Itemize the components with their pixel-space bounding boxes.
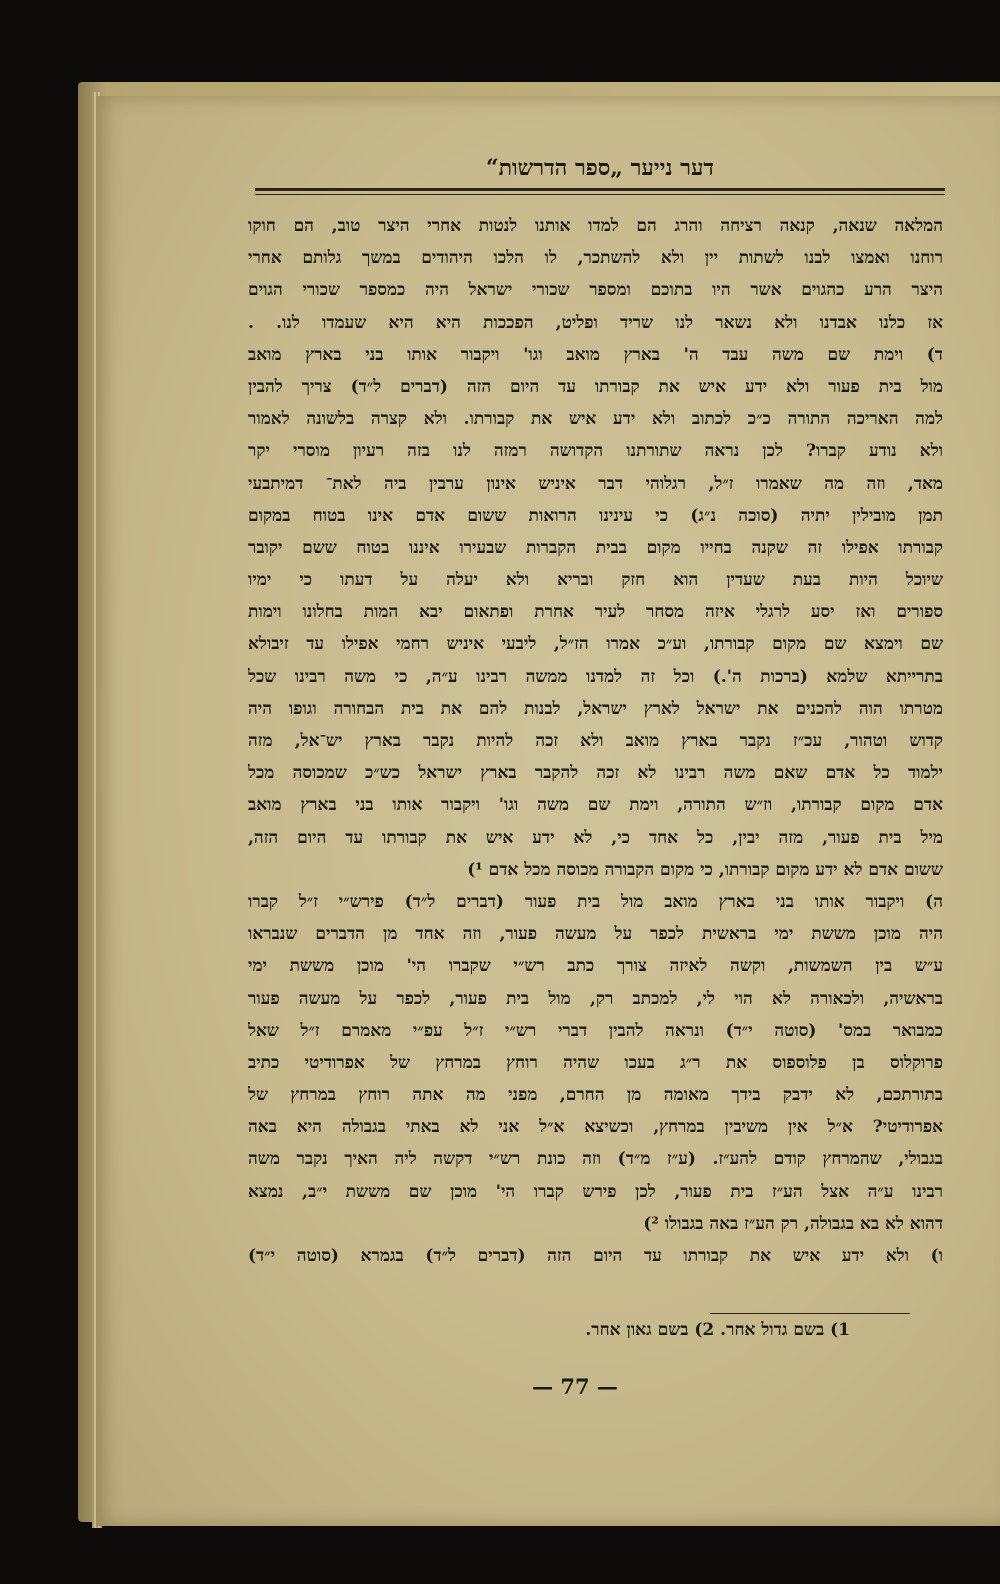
text-line: ד) וימת שם משה עבד ה' בארץ מואב וגו' ויקבור אותו בני בארץ מואב — [248, 344, 943, 365]
text-line: בראשיה, ולכאורה לא הוי לי, למכתב רק, מול בית פעור, לכפר על מעשה פעור — [248, 988, 943, 1009]
text-line: היה מוכן מששת ימי בראשית לכפר על מעשה פעור, וזה אחד מן הדברים שנבראו — [248, 924, 943, 945]
text-line: ילמוד כל אדם שאם משה רבינו לא זכה להקבר בארץ ישראל כש״כ שמכוסה מכל — [248, 763, 943, 784]
text-line: קבורתו אפילו זה שקנה בחייו מקום בבית הקברות שבעירו איננו בטוח ששם יקובר — [248, 537, 943, 558]
text-line: תמן מובילין יתיה (סוכה נ״ג) כי עינינו הרואות ששום אדם אינו בטוח במקום — [248, 505, 943, 526]
text-line: מאד, וזה מה שאמרו ז״ל, רגלוהי דבר איניש אינון ערבין ביה לאת־ דמיתבעי — [248, 473, 943, 494]
text-line: מיל בית פעור, מזה יבין, כל אחד כי, לא ידע איש את קבורתו עד היום הזה, — [248, 827, 943, 848]
text-line: אדם מקום קבורתו, וז״ש התורה, וימת שם משה וגו' ויקבור אותו בני בארץ מואב — [248, 795, 943, 816]
text-line: רבינו ע״ה אצל הע״ז בית פעור, לכן פירש קברו הי' מוכן שם מששת י״ב, נמצא — [248, 1181, 943, 1202]
text-line: מטרתו הוה להכנים את ישראל לארץ ישראל, לבנות להם את בית הבחורה וגופו היה — [248, 698, 943, 719]
text-line: אז כלנו אבדנו ולא נשאר לנו שריד ופליט, הפככות היא היא שעמדו לנו. . — [248, 312, 943, 333]
text-line: היצר הרע כהגוים אשר היו בתוכם ומספר שכורי ישראל היה כמספר שכורי הגוים — [248, 280, 943, 301]
text-line: דהוא לא בא בגבולה, רק הע״ז באה בגבולו ²) — [643, 1213, 943, 1234]
text-line: ספורים ואז יסע לרגלי איזה מסחר לעיר אחרת ופתאום יבא המות בחלונו וימות — [248, 602, 943, 623]
text-line: בתורתכם, לא ידבק בידך מאומה מן החרם, מפני מה אתה רוחץ במרחץ של — [248, 1085, 943, 1106]
header-rule-thin — [255, 194, 945, 195]
text-line: קדוש וטהור, עכ״ז נקבר בארץ מואב ולא זכה להיות נקבר בארץ יש־אל, מזה — [248, 731, 943, 751]
running-header: דער נייער „ספר הדרשות“ — [485, 155, 715, 181]
text-line: ע״ש בין השמשות, וקשה לאיזה צורך כתב רש״י שקברו הי' מוכן מששת ימי — [248, 956, 943, 977]
text-line: אפרודיטי? א״ל אין משיבין במרחץ, וכשיצא א״ל אני לא באתי בגבולה היא באה — [248, 1117, 943, 1138]
footnotes: 1) בשם גדול אחר. 2) בשם גאון אחר. — [585, 1320, 850, 1340]
page-number: — 77 — — [532, 1374, 618, 1399]
text-line: פרוקלוס בן פלוספוס את ר״ג בעכו שהיה רוחץ במרחץ של אפרודיטי כתיב — [248, 1052, 943, 1073]
footnote-rule — [710, 1313, 910, 1314]
text-line: בתרייתא שלמא (ברכות ה'.) וכל זה למדנו ממשה רבינו ע״ה, כי משה רבינו שכל — [248, 666, 943, 687]
text-line: רוחנו ואמצו לבנו לשתות יין ולא להשתכר, לו הלכו היהודים במשך גלותם אחרי — [248, 248, 943, 269]
text-line: כמבואר במס' (סוטה י״ד) ונראה להבין דברי רש״י ז״ל עפ״י מאמרם ז״ל שאל — [248, 1020, 943, 1041]
text-line: ה) ויקבור אותו בני בארץ מואב מול בית פעור (דברים ל״ד) פירש״י ז״ל קברו — [248, 891, 943, 912]
text-line: מול בית פעור ולא ידע איש את קבורתו עד היום הזה (דברים ל״ד) צריך להבין — [248, 376, 943, 397]
text-line: שם וימצא שם מקום קבורתו, וע״כ אמרו הז״ל, ליבעי איניש רחמי אפילו עד זיבולא — [248, 634, 943, 655]
text-line: ו) ולא ידע איש את קבורתו עד היום הזה (דברים ל״ד) בגמרא (סוטה י״ד) — [248, 1246, 943, 1266]
text-line: בגבולי, שהמרחץ קודם להע״ז. (ע״ז מ״ד) וזה כונת רש״י דקשה ליה האיך נקבר משה — [248, 1149, 943, 1170]
text-line: ולא נודע קברו? לכן נראה שתורתנו הקדושה רמזה לנו בזה רעיון מוסרי יקר — [248, 441, 943, 462]
body-text — [248, 210, 943, 1272]
text-line: שיוכל היות בעת שעדין הוא חזק ובריא ולא יעלה על דעתו כי ימיו — [248, 570, 943, 591]
text-line: המלאה שנאה, קנאה רציחה והרג הם למדו אותנו לנטות אחרי היצר טוב, הם חוקו — [248, 216, 943, 236]
text-line: למה האריכה התורה כ״כ לכתוב ולא ידע איש את קבורתו. ולא קצרה בלשונה לאמור — [248, 409, 943, 430]
header-rule-thick — [255, 188, 945, 191]
text-line: ששום אדם לא ידע מקום קבורתו, כי מקום הקבורה מכוסה מכל אדם ¹) — [467, 859, 943, 880]
